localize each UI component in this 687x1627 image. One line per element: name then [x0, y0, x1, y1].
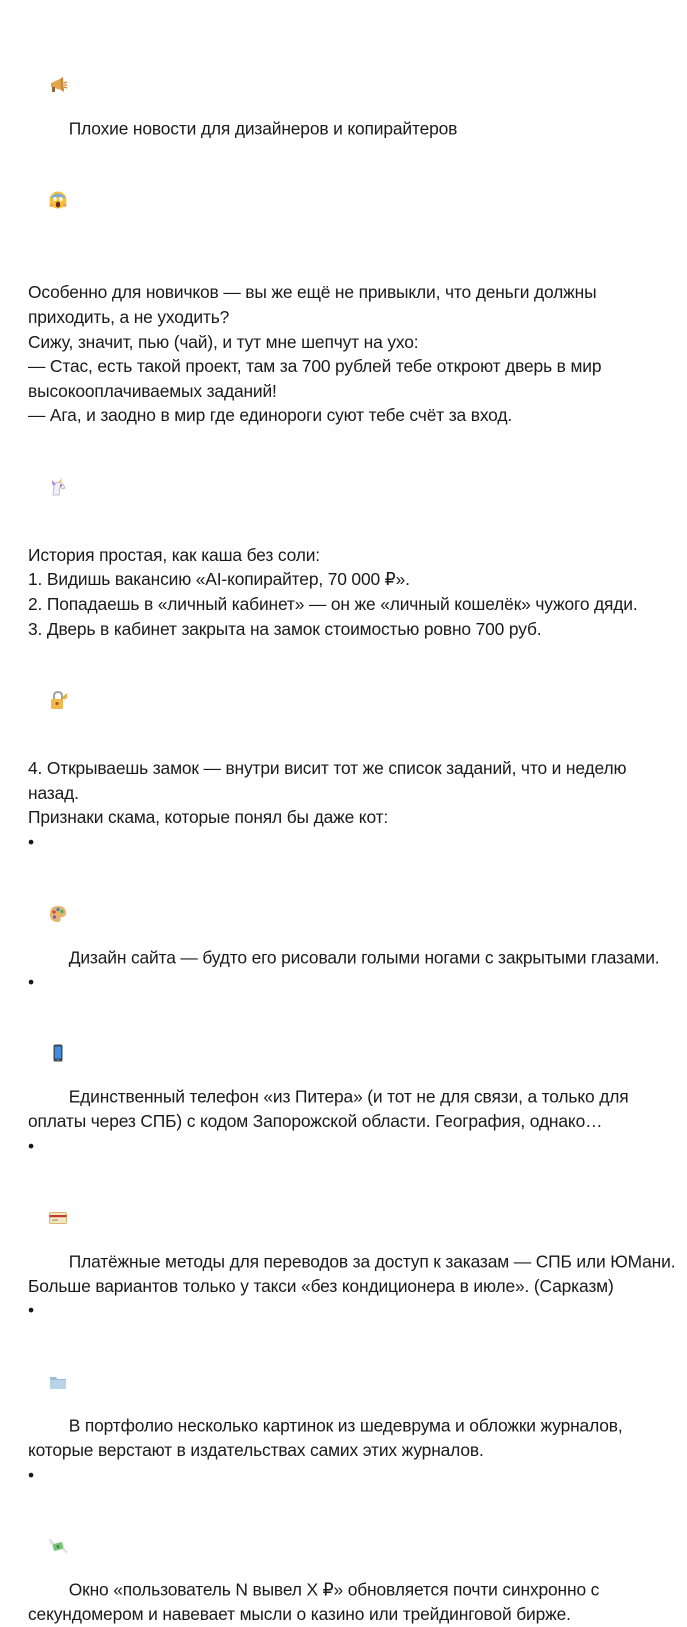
list-item	[28, 830, 679, 970]
bullet: •	[28, 831, 34, 852]
list-item-text: В портфолио несколько картинок из шедеврума и обложки журналов, которые верстают в издательствах самих этих журналов.	[28, 1415, 628, 1460]
bullet: •	[28, 971, 34, 992]
palette-icon	[48, 855, 68, 875]
list-item-text: Окно «пользователь N вывел X ₽» обновляется почти синхронно с секундомером и навевает мысли о казино или трейдинговой бирже.	[28, 1579, 604, 1625]
list-item	[28, 1134, 679, 1298]
mobile-phone-icon	[48, 994, 68, 1014]
bullet: •	[28, 1464, 34, 1485]
title-line	[28, 1, 679, 280]
megaphone-icon	[48, 26, 68, 46]
money-with-wings-icon	[48, 1487, 68, 1507]
step-item: 2. Попадаешь в «личный кабинет» — он же «личный кошелёк» чужого дяди.	[28, 594, 638, 615]
post-title: Плохие новости для дизайнеров и копирайтеров	[68, 118, 458, 139]
dialog-line	[28, 403, 679, 543]
folder-icon	[48, 1323, 68, 1343]
list-item-text: Дизайн сайта — будто его рисовали голыми ногами с закрытыми глазами.	[68, 947, 660, 968]
list-item-text: Единственный телефон «из Питера» (и тот не для связи, а только для оплаты через СПБ) с кодом Запорожской области. География, однако…	[28, 1086, 634, 1132]
credit-card-icon	[48, 1159, 68, 1179]
screaming-face-icon	[48, 141, 68, 161]
list-item-text: Платёжные методы для переводов за доступ к заказам — СПБ или ЮМани. Больше вариантов только у такси «без кондиционера в июле». (Сарказм)	[28, 1251, 681, 1296]
lock-with-key-icon	[48, 641, 68, 661]
list-item	[28, 1463, 679, 1627]
unicorn-icon	[48, 428, 68, 448]
list-item	[28, 970, 679, 1134]
bullet: •	[28, 1300, 34, 1321]
dialog-line: — Стас, есть такой проект, там за 700 рублей тебе откроют дверь в мир высокооплачиваемых заданий!	[28, 356, 607, 401]
signs-title: Признаки скама, которые понял бы даже кот:	[28, 807, 389, 828]
step-text: 3. Дверь в кабинет закрыта на замок стоимостью ровно 700 руб.	[28, 618, 542, 639]
step-item: 4. Открываешь замок — внутри висит тот же список заданий, что и неделю назад.	[28, 758, 632, 803]
step-item: 1. Видишь вакансию «AI-копирайтер, 70 000 ₽».	[28, 569, 410, 590]
step-item	[28, 617, 679, 757]
story-title: История простая, как каша без соли:	[28, 544, 320, 565]
dialog-text: — Ага, и заодно в мир где единороги суют тебе счёт за вход.	[28, 405, 512, 426]
list-item	[28, 1298, 679, 1462]
dialog-line: Сижу, значит, пью (чай), и тут мне шепчут на ухо:	[28, 331, 419, 352]
intro-text: Особенно для новичков — вы же ещё не привыкли, что деньги должны приходить, а не уходить?	[28, 282, 602, 328]
bullet: •	[28, 1135, 34, 1156]
